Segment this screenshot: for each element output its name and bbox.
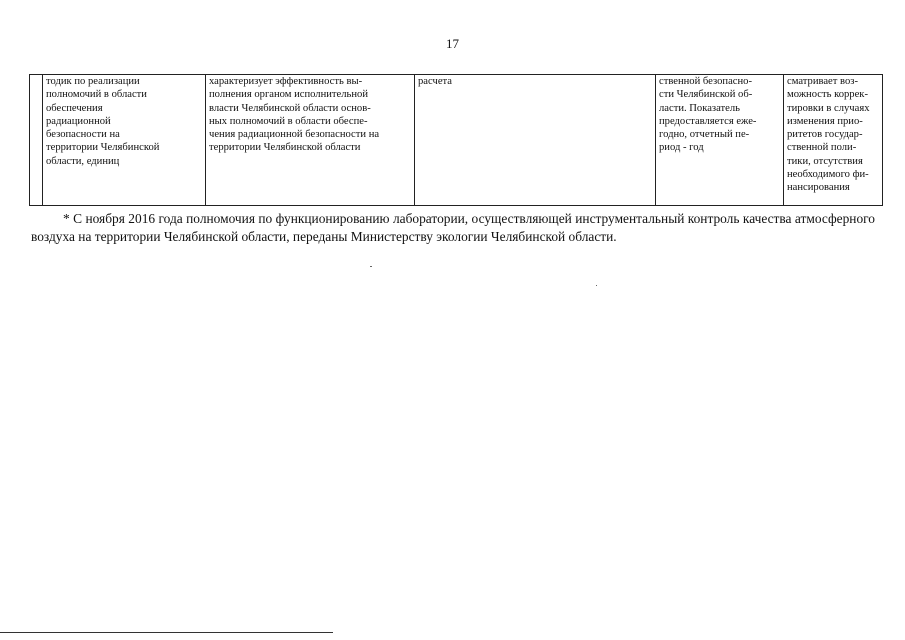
table-cell-calculation: расчета bbox=[415, 75, 656, 206]
scan-speck bbox=[370, 266, 372, 267]
table-cell-notes: сматривает воз- можность коррек- тировки в случаях изменения прио- ритетов государ- ственной поли- тики, отсутствия необходимого фи- нансирования bbox=[784, 75, 883, 206]
table-cell-indicator-name: тодик по реализации полномочий в области обеспечения радиационной безопасности на территории Челябинской области, единиц bbox=[43, 75, 206, 206]
table-cell-description: характеризует эффективность вы- полнения органом исполнительной власти Челябинской области основ- ных полномочий в области обеспе- чения радиационной безопасности на территории Челябинской области bbox=[206, 75, 415, 206]
table-row bbox=[30, 75, 883, 206]
indicator-table bbox=[29, 74, 883, 206]
footnote: * С ноября 2016 года полномочия по функционированию лаборатории, осуществляющей инструментальный контроль качества атмосферного воздуха на территории Челябинской области, переданы Министерству экологии Челябинской области. bbox=[31, 211, 875, 244]
table-cell-number bbox=[30, 75, 43, 206]
table-cell-source: ственной безопасно- сти Челябинской об- ласти. Показатель предоставляется еже- годно, отчетный пе- риод - год bbox=[656, 75, 784, 206]
page-number: 17 bbox=[446, 36, 459, 51]
scan-speck bbox=[596, 285, 597, 286]
bottom-rule bbox=[0, 632, 333, 633]
